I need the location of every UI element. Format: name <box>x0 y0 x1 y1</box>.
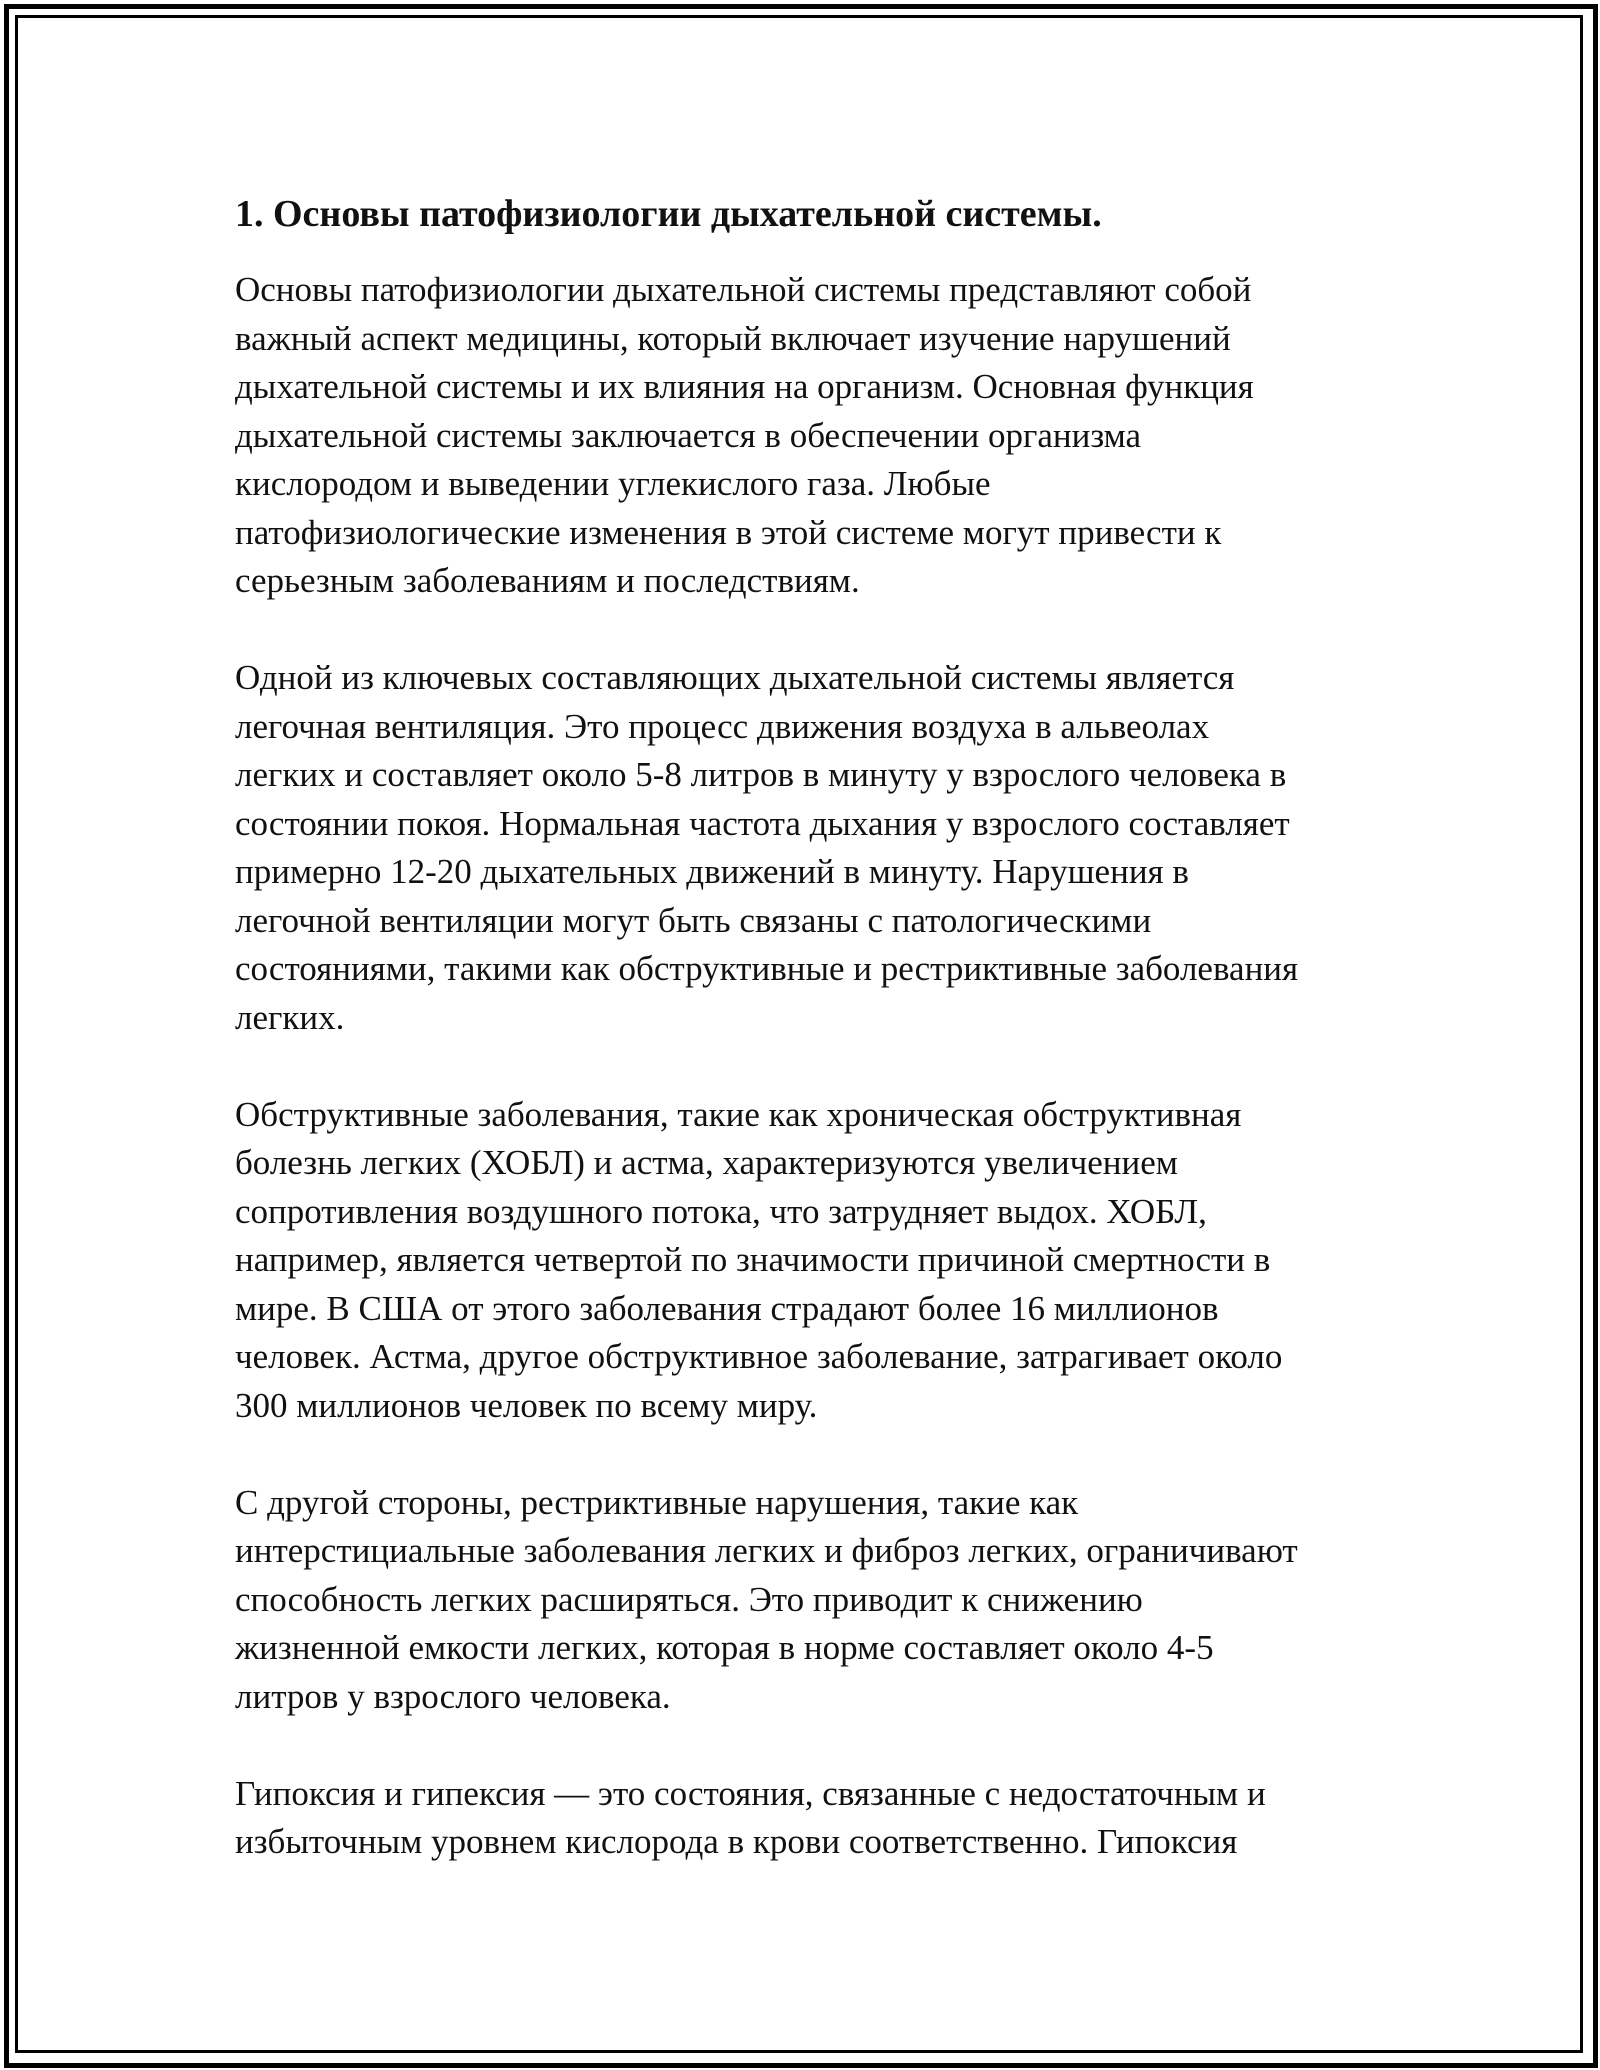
text-line: состоянии покоя. Нормальная частота дыхания у взрослого составляет <box>235 803 1290 843</box>
paragraph <box>235 1770 1395 1867</box>
text-line: Основы патофизиологии дыхательной системы представляют собой <box>235 270 1252 309</box>
text-line: Одной из ключевых составляющих дыхательной системы является <box>235 658 1235 697</box>
text-line: жизненной емкости легких, которая в норме составляет около 4-5 <box>235 1628 1214 1667</box>
text-line: болезнь легких (ХОБЛ) и астма, характеризуются увеличением <box>235 1143 1178 1182</box>
text-line: сопротивления воздушного потока, что затрудняет выдох. ХОБЛ, <box>235 1191 1207 1231</box>
text-line: Гипоксия и гипексия — это состояния, связанные с недостаточным и <box>235 1773 1266 1813</box>
text-line: мире. В США от этого заболевания страдают более 16 миллионов <box>235 1288 1219 1328</box>
paragraph-list <box>235 266 1395 1867</box>
text-line: кислородом и выведении углекислого газа. Любые <box>235 464 991 503</box>
text-line: патофизиологические изменения в этой системе могут привести к <box>235 512 1222 552</box>
text-line: дыхательной системы заключается в обеспечении организма <box>235 415 1142 455</box>
text-line: интерстициальные заболевания легких и фиброз легких, ограничивают <box>235 1531 1298 1570</box>
text-line: легочная вентиляция. Это процесс движения воздуха в альвеолах <box>235 706 1210 746</box>
document-body <box>235 190 1395 1915</box>
text-line: легких. <box>235 997 345 1037</box>
text-line: легочной вентиляции могут быть связаны с патологическими <box>235 900 1152 940</box>
text-line: 300 миллионов человек по всему миру. <box>235 1385 818 1425</box>
paragraph <box>235 654 1395 1042</box>
text-line: дыхательной системы и их влияния на организм. Основная функция <box>235 367 1254 406</box>
text-line: С другой стороны, рестриктивные нарушения, такие как <box>235 1482 1079 1522</box>
text-line: серьезным заболеваниям и последствиям. <box>235 561 860 600</box>
text-line: литров у взрослого человека. <box>235 1676 671 1716</box>
text-line: человек. Астма, другое обструктивное заболевание, затрагивает около <box>235 1337 1283 1376</box>
text-line: важный аспект медицины, который включает изучение нарушений <box>235 318 1231 358</box>
paragraph <box>235 266 1395 606</box>
paragraph <box>235 1479 1395 1722</box>
section-heading: 1. Основы патофизиологии дыхательной системы. <box>235 193 1102 235</box>
text-line: Обструктивные заболевания, такие как хроническая обструктивная <box>235 1094 1242 1134</box>
text-line: легких и составляет около 5-8 литров в минуту у взрослого человека в <box>235 755 1287 794</box>
paragraph <box>235 1091 1395 1431</box>
text-line: например, является четвертой по значимости причиной смертности в <box>235 1240 1271 1279</box>
text-line: способность легких расширяться. Это приводит к снижению <box>235 1579 1143 1619</box>
text-line: избыточным уровнем кислорода в крови соответственно. Гипоксия <box>235 1822 1238 1861</box>
text-line: состояниями, такими как обструктивные и рестриктивные заболевания <box>235 949 1299 988</box>
text-line: примерно 12-20 дыхательных движений в минуту. Нарушения в <box>235 852 1189 891</box>
